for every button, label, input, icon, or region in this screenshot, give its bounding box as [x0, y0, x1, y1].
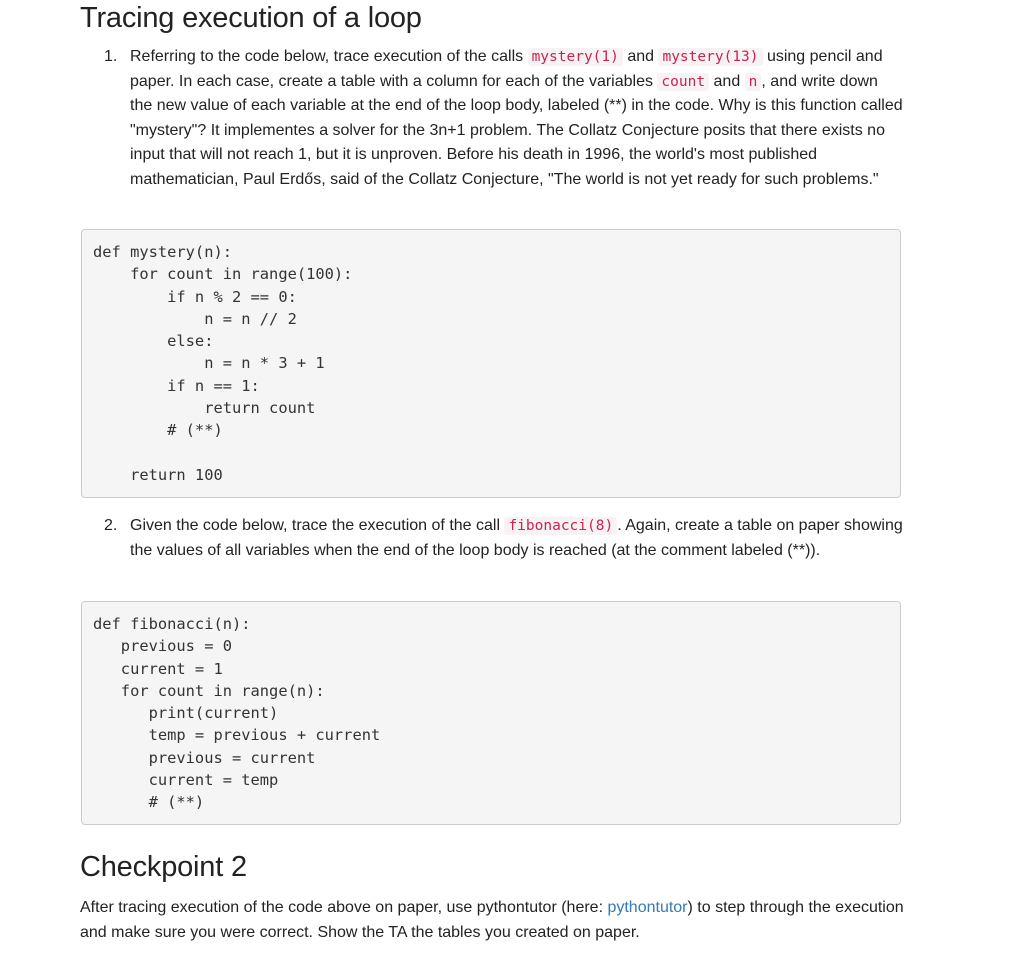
text-segment: and	[622, 48, 659, 65]
list-item-number: 2.	[104, 517, 118, 534]
text-segment: Referring to the code below, trace execution of the calls	[130, 48, 528, 65]
code-line: else:	[93, 332, 214, 351]
list-item-number: 1.	[104, 48, 118, 65]
code-line: # (**)	[93, 421, 223, 440]
code-line: temp = previous + current	[93, 726, 381, 745]
code-block-mystery	[81, 229, 901, 498]
text-segment: , and write down the new value of each variable at the end of the loop body, labeled (**) in the code. Why is this function called "mystery"? It implementes a solver for the 3n+1 problem. The Collatz Conjecture posits that there exists no input that will not reach 1, but it is unproven. Before his death in 1996, the world's most published mathematician, Paul Erdős, said of the Collatz Conjecture, "The world is not yet ready for such problems."	[130, 72, 903, 188]
code-line: current = 1	[93, 659, 223, 678]
inline-code-fibonacci-8: fibonacci(8)	[504, 517, 617, 535]
code-line: current = temp	[93, 771, 279, 790]
inline-code-count: count	[657, 73, 709, 91]
code-line: n = n * 3 + 1	[93, 354, 325, 373]
list-item-text	[130, 514, 904, 563]
code-line: print(current)	[93, 704, 279, 723]
text-segment: ) to step through the execution and make sure you were correct. Show the TA the tables you created on paper.	[80, 899, 904, 941]
code-line: if n % 2 == 0:	[93, 287, 297, 306]
text-segment: . Again, create a table on paper showing the values of all variables when the end of the loop body is reached (at the comment labeled (**)).	[130, 517, 903, 559]
code-line: previous = 0	[93, 637, 232, 656]
section-title-tracing: Tracing execution of a loop	[80, 2, 422, 34]
list-item-text	[130, 45, 904, 192]
inline-code-mystery-1: mystery(1)	[528, 48, 623, 66]
code-line: return count	[93, 399, 316, 418]
checkpoint-paragraph	[80, 896, 920, 945]
code-line: def mystery(n):	[93, 243, 232, 261]
pythontutor-link[interactable]: pythontutor	[607, 899, 688, 916]
code-line: def fibonacci(n):	[93, 615, 251, 633]
code-line: # (**)	[93, 793, 205, 812]
inline-code-n: n	[745, 73, 762, 91]
code-line: return 100	[93, 465, 223, 484]
code-line: for count in range(100):	[93, 265, 353, 284]
text-segment: using pencil and paper. In each case, create a table with a column for each of the variables	[130, 48, 883, 90]
code-block-fibonacci	[81, 601, 901, 825]
code-line	[93, 442, 889, 464]
code-line: for count in range(n):	[93, 681, 325, 700]
text-segment: and	[709, 72, 745, 90]
text-segment: Given the code below, trace the execution of the call	[130, 517, 505, 534]
code-line: previous = current	[93, 748, 316, 767]
code-line: n = n // 2	[93, 309, 297, 328]
code-line: if n == 1:	[93, 376, 260, 395]
text-segment: After tracing execution of the code above on paper, use pythontutor (here:	[80, 899, 608, 916]
section-title-checkpoint: Checkpoint 2	[80, 851, 247, 883]
inline-code-mystery-13: mystery(13)	[658, 48, 762, 66]
